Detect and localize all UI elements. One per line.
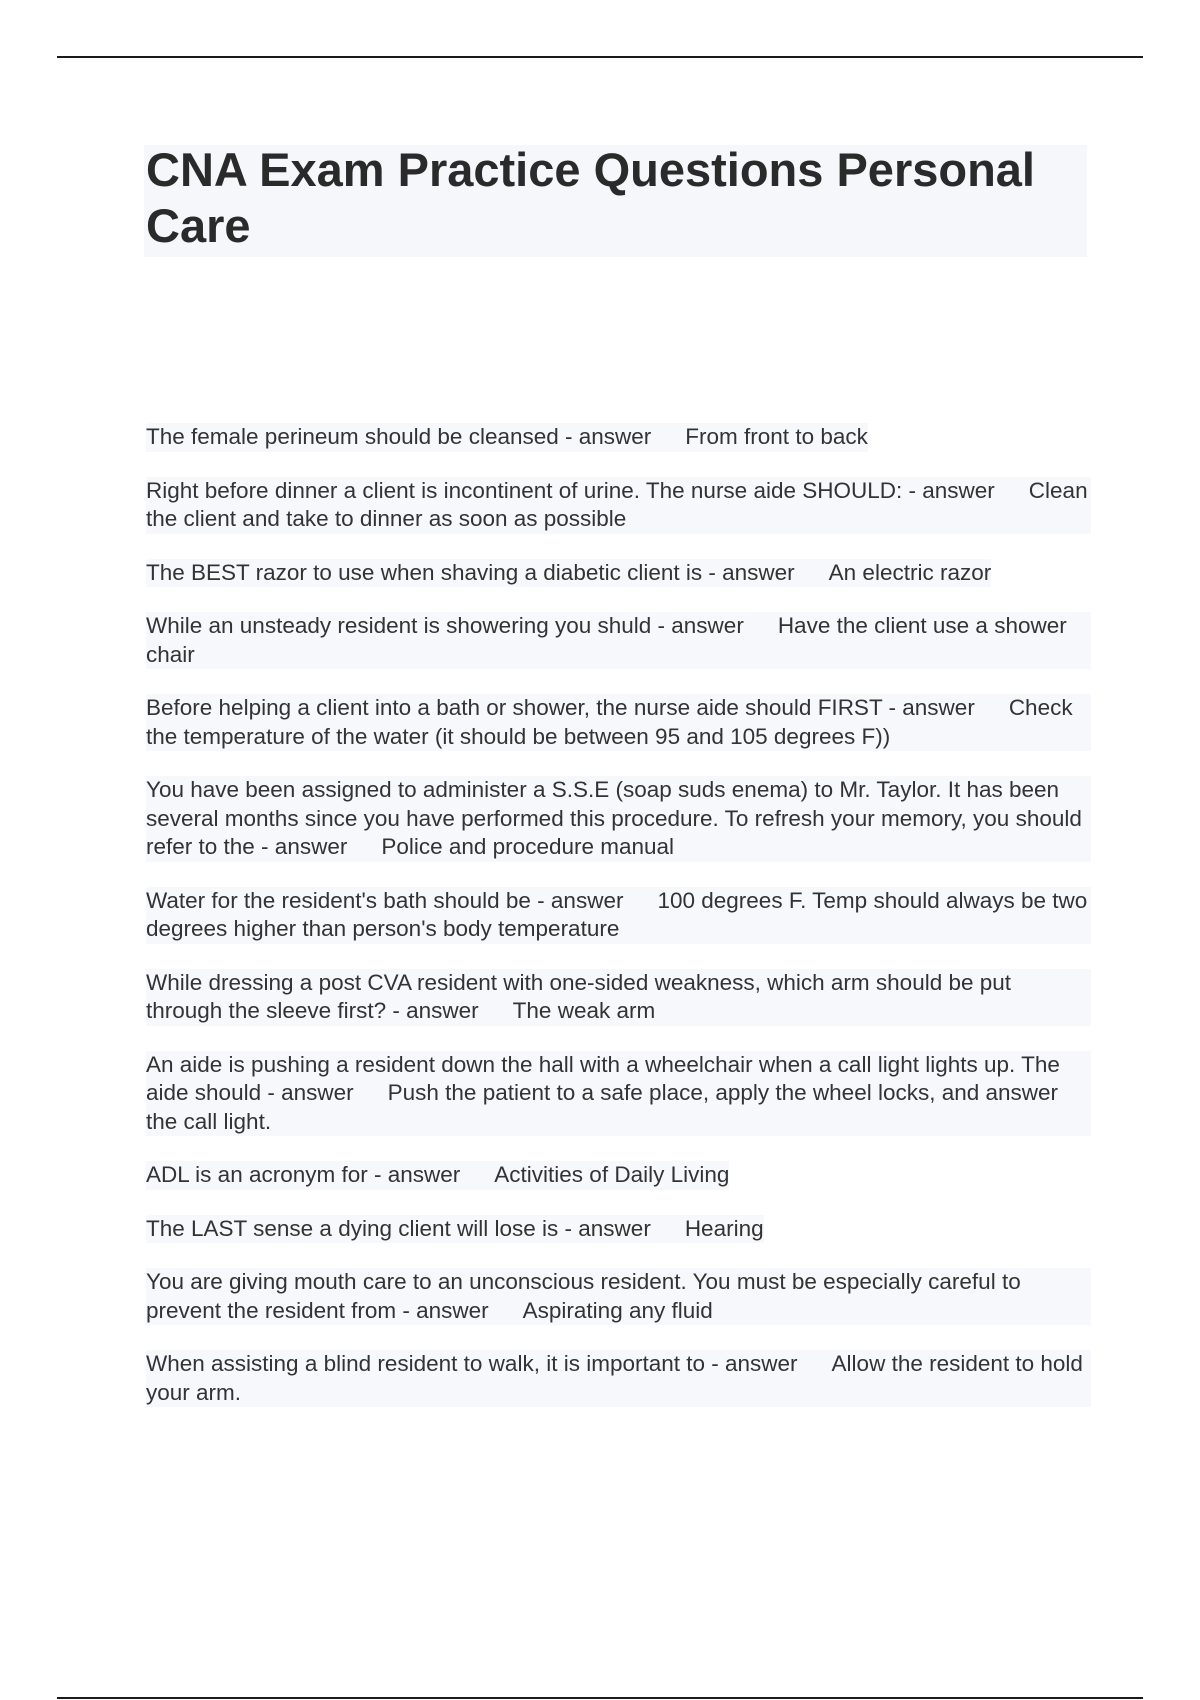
bottom-rule xyxy=(57,1697,1143,1699)
answer-text: An electric razor xyxy=(828,559,992,585)
qa-item xyxy=(146,477,1091,534)
answer-text: 100 degrees F. Temp should always be two degrees higher than person's body temperature xyxy=(146,887,1088,941)
qa-item xyxy=(146,612,1091,669)
question-text: You have been assigned to administer a S.S.E (soap suds enema) to Mr. Taylor. It has been several months since you have performed this procedure. To refresh your memory, you should refer to the - answer xyxy=(146,777,1082,859)
answer-text: Allow the resident to hold your arm. xyxy=(146,1351,1083,1405)
qa-item xyxy=(146,887,1091,944)
answer-text: Hearing xyxy=(684,1215,764,1241)
question-text: The BEST razor to use when shaving a diabetic client is - answer xyxy=(146,559,795,585)
qa-item xyxy=(146,1161,729,1190)
qa-item xyxy=(146,694,1091,751)
question-text: ADL is an acronym for - answer xyxy=(146,1162,461,1187)
qa-item xyxy=(146,1268,1091,1325)
qa-list xyxy=(146,423,1091,1432)
question-text: Before helping a client into a bath or shower, the nurse aide should FIRST - answer xyxy=(146,695,975,720)
qa-item xyxy=(146,969,1091,1026)
answer-text: Police and procedure manual xyxy=(381,834,675,859)
answer-text: Push the patient to a safe place, apply the wheel locks, and answer the call light. xyxy=(146,1080,1059,1134)
question-text: The LAST sense a dying client will lose is - answer xyxy=(146,1215,651,1241)
question-text: When assisting a blind resident to walk, it is important to - answer xyxy=(146,1351,798,1376)
qa-item xyxy=(146,1350,1091,1407)
answer-text: Clean the client and take to dinner as soon as possible xyxy=(146,477,1088,531)
question-text: An aide is pushing a resident down the hall with a wheelchair when a call light lights up. The aide should - answer xyxy=(146,1051,1060,1105)
question-text: You are giving mouth care to an unconscious resident. You must be especially careful to prevent the resident from - answer xyxy=(146,1269,1021,1323)
question-text: Water for the resident's bath should be - answer xyxy=(146,887,624,913)
question-text: Right before dinner a client is incontinent of urine. The nurse aide SHOULD: - answer xyxy=(146,477,995,503)
page-title: CNA Exam Practice Questions Personal Care xyxy=(146,143,1035,252)
question-text: The female perineum should be cleansed - answer xyxy=(146,424,652,449)
answer-text: The weak arm xyxy=(512,998,656,1023)
qa-item xyxy=(146,423,868,452)
answer-text: Have the client use a shower chair xyxy=(146,613,1067,667)
qa-item xyxy=(146,1215,764,1244)
qa-item xyxy=(146,559,991,588)
top-rule xyxy=(57,56,1143,58)
question-text: While dressing a post CVA resident with one-sided weakness, which arm should be put through the sleeve first? - answer xyxy=(146,969,1012,1023)
qa-item xyxy=(146,776,1091,862)
answer-text: Activities of Daily Living xyxy=(494,1162,730,1187)
answer-text: Check the temperature of the water (it should be between 95 and 105 degrees F)) xyxy=(146,695,1073,749)
question-text: While an unsteady resident is showering you shuld - answer xyxy=(146,613,744,638)
answer-text: From front to back xyxy=(685,424,868,449)
answer-text: Aspirating any fluid xyxy=(522,1297,713,1323)
qa-item xyxy=(146,1051,1091,1137)
